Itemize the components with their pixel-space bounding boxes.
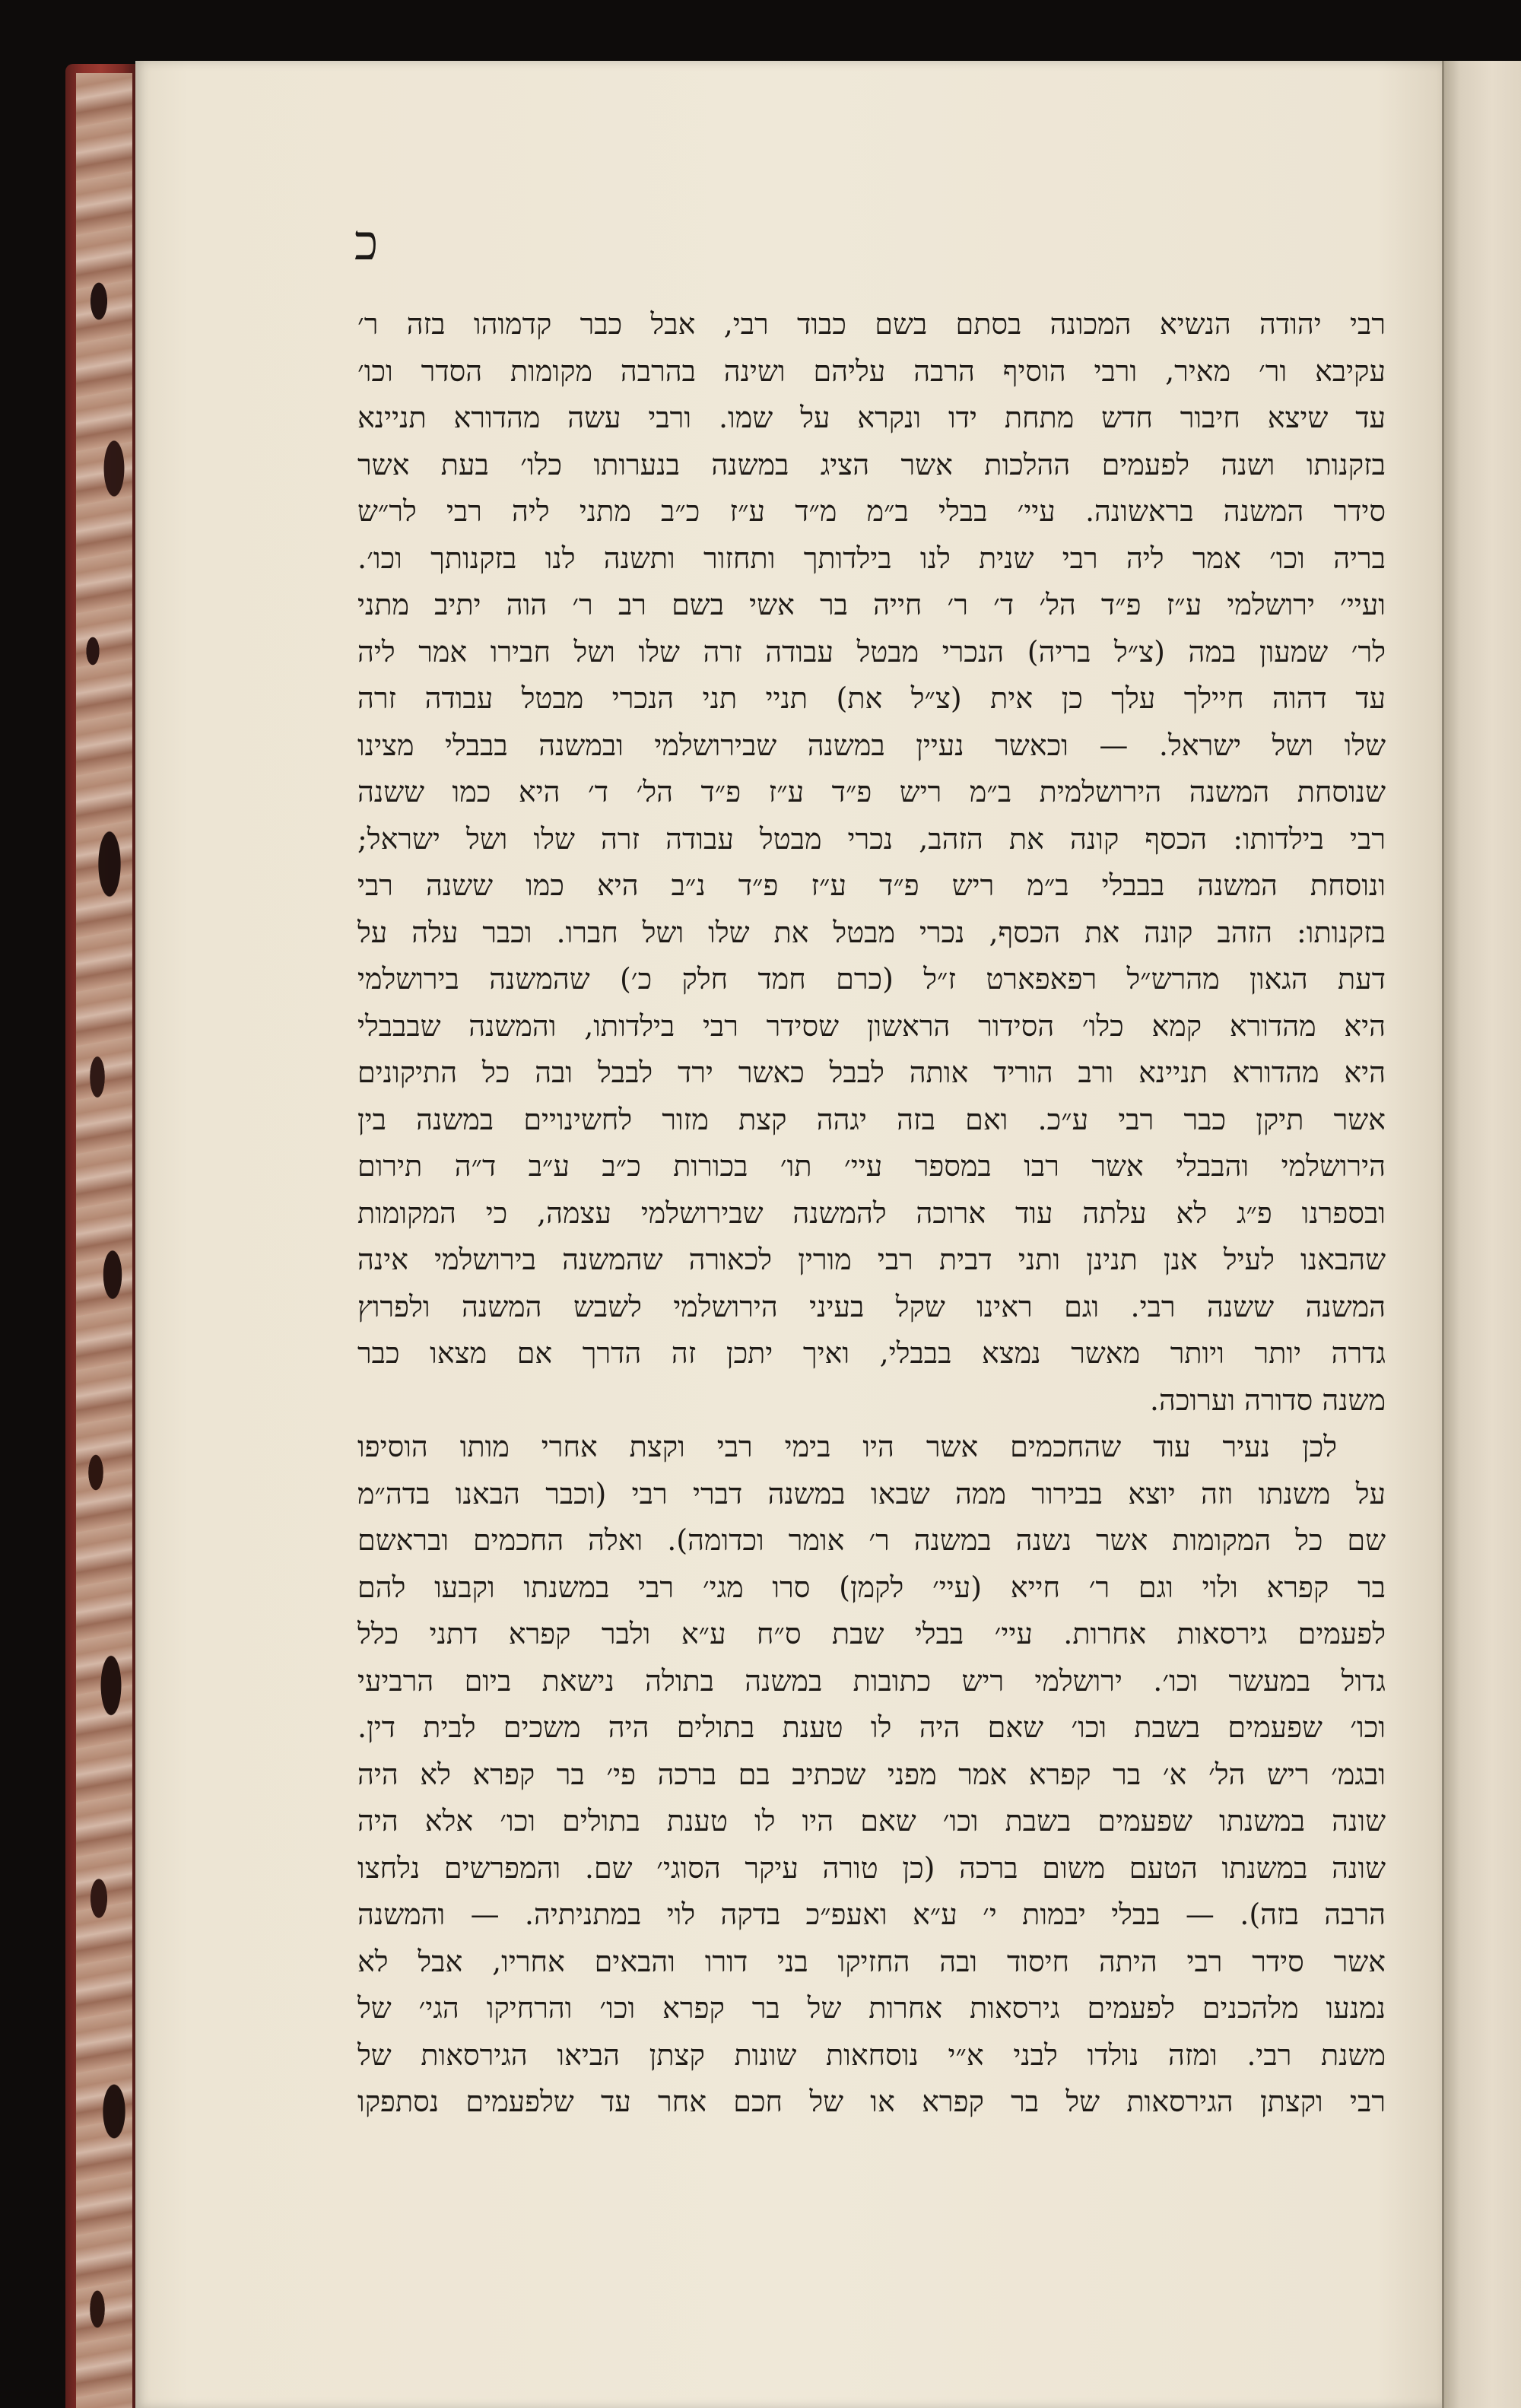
text-line: בריה וכו׳ אמר ליה רבי שנית לנו בילדותך ותחזור ותשנה לנו בזקנותך וכו׳. [357,541,1386,575]
text-line: גדרה יותר ויותר מאשר נמצא בבבלי, ואיך יתכן זה הדרך אם מצאו כבר [357,1336,1386,1370]
text-line: הרבה בזה). — בבלי יבמות י׳ ע״א ואעפ״כ בדקה לוי במתניתיה. — והמשנה [357,1898,1386,1931]
text-line: ובספרנו פ״ג לא עלתה עוד ארוכה להמשנה שבירושלמי עצמה, כי המקומות [357,1196,1386,1230]
text-line: רבי יהודה הנשיא המכונה בסתם בשם כבוד רבי, אבל כבר קדמוהו בזה ר׳ [357,307,1386,341]
text-line: עד דהוה חיילך עלך כן אית (צ״ל את) תניי תני הנכרי מבטל עבודה זרה [357,681,1386,715]
text-line: וכו׳ שפעמים בשבת וכו׳ שאם היה לו טענת בתולים היה משכים לבית דין. [357,1711,1386,1744]
text-line: היא מהדורא תניינא ורב הוריד אותה לבבל כאשר ירד לבבל ובה כל התיקונים [357,1056,1386,1089]
text-line: אשר סידר רבי היתה חיסוד ובה החזיקו בני דורו והבאים אחריו, אבל לא [357,1944,1386,1978]
page-number: כ [354,215,379,272]
paragraph-start-line: לכן נעיר עוד שהחכמים אשר היו בימי רבי וקצת אחרי מותו הוסיפו [357,1430,1337,1463]
marbled-page-edge [76,73,132,2408]
text-line: דעת הגאון מהרש״ל רפאפארט ז״ל (כרם חמד חלק כ׳) שהמשנה בירושלמי [357,962,1386,996]
facing-page-edge [1442,61,1521,2408]
text-line: בזקנותו ושנה לפעמים ההלכות אשר הציג במשנה בנערותו כלו׳ בעת אשר [357,447,1386,481]
text-line: שונה במשנתו הטעם משום ברכה (כן טורה עיקר הסוגי׳ שם. והמפרשים נלחצו [357,1850,1386,1885]
text-line: אשר תיקן כבר רבי ע״כ. ואם בזה יגהה קצת מזור לחשינויים במשנה בין [357,1102,1386,1136]
text-line: לפעמים גירסאות אחרות. עיי׳ בבלי שבת ס״ח ע״א ולבר קפרא דתני כלל [357,1617,1386,1650]
text-line: שונה במשנתו שפעמים בשבת וכו׳ שאם היו לו טענת בתולים וכו׳ אלא היה [357,1804,1386,1838]
text-line: משנה סדורה וערוכה. [1149,1383,1386,1417]
text-line: סידר המשנה בראשונה. עיי׳ בבלי ב״מ מ״ד ע״ז כ״ב מתני ליה רבי לר״ש [357,494,1386,528]
text-line: רבי וקצתן הגירסאות של בר קפרא או של חכם אחר עד שלפעמים נסתפקו [357,2085,1386,2118]
text-line: הירושלמי והבבלי אשר רבו במספר עיי׳ תו׳ בכורות כ״ב ע״ב ד״ה תירום [357,1149,1386,1183]
text-line: עקיבא ור׳ מאיר, ורבי הוסיף הרבה עליהם ושינה בהרבה מקומות הסדר וכו׳ [357,354,1386,388]
text-line: ונוסחת המשנה בבבלי ב״מ ריש פ״ד ע״ז פ״ד נ״ב היא כמו ששנה רבי [357,869,1386,902]
text-line: המשנה ששנה רבי. וגם ראינו שקל בעיני הירושלמי לשבש המשנה ולפרוץ [357,1289,1386,1323]
text-line: על משנתו וזה יוצא בבירור ממה שבאו במשנה דברי רבי (וכבר הבאנו בדה״מ [357,1476,1386,1511]
text-line: שם כל המקומות אשר נשנה במשנה ר׳ אומר וכדומה). ואלה החכמים ובראשם [357,1523,1386,1557]
text-line: נמנעו מלהכנים לפעמים גירסאות אחרות של בר קפרא וכו׳ והרחיקו הגי׳ של [357,1991,1386,2025]
text-line: לר׳ שמעון במה (צ״ל בריה) הנכרי מבטל עבודה זרה שלו ושל חבירו אמר ליה [357,634,1386,669]
text-line: היא מהדורא קמא כלו׳ הסידור הראשון שסידר רבי בילדותו, והמשנה שבבבלי [357,1009,1386,1043]
text-line: משנת רבי. ומזה נולדו לבני א״י נוסחאות שונות קצתן הביאו הגירסאות של [357,2038,1386,2072]
text-line: שנוסחת המשנה הירושלמית ב״מ ריש פ״ד ע״ז פ״ד הל׳ ד׳ היא כמו ששנה [357,775,1386,808]
body-text [357,301,1386,2126]
text-line: בר קפרא ולוי וגם ר׳ חייא (עיי׳ לקמן) סרו מגי׳ רבי במשנתו וקבעו להם [357,1570,1386,1604]
text-line: שהבאנו לעיל אנן תנינן ותני דבית רבי מורין לכאורה שהמשנה בירושלמי אינה [357,1243,1386,1276]
text-line: שלו ושל ישראל. — וכאשר נעיין במשנה שבירושלמי ובמשנה בבבלי מצינו [357,728,1386,762]
text-line: רבי בילדותו: הכסף קונה את הזהב, נכרי מבטל עבודה זרה שלו ושל ישראל; [357,821,1386,856]
text-line: עד שיצא חיבור חדש מתחת ידו ונקרא על שמו. ורבי עשה מהדורא תניינא [357,401,1386,434]
text-line: ובגמ׳ ריש הל׳ א׳ בר קפרא אמר מפני שכתיב בם ברכה פי׳ בר קפרא לא היה [357,1757,1386,1791]
text-line: גדול במעשר וכו׳. ירושלמי ריש כתובות במשנה בתולה נישאת ביום הרביעי [357,1663,1386,1698]
text-line: ועיי׳ ירושלמי ע״ז פ״ד הל׳ ד׳ ר׳ חייה בר אשי בשם רב ר׳ הוה יתיב מתני [357,588,1386,621]
text-line: בזקנותו: הזהב קונה את הכסף, נכרי מבטל את שלו ושל חברו. וכבר עלה על [357,915,1386,949]
